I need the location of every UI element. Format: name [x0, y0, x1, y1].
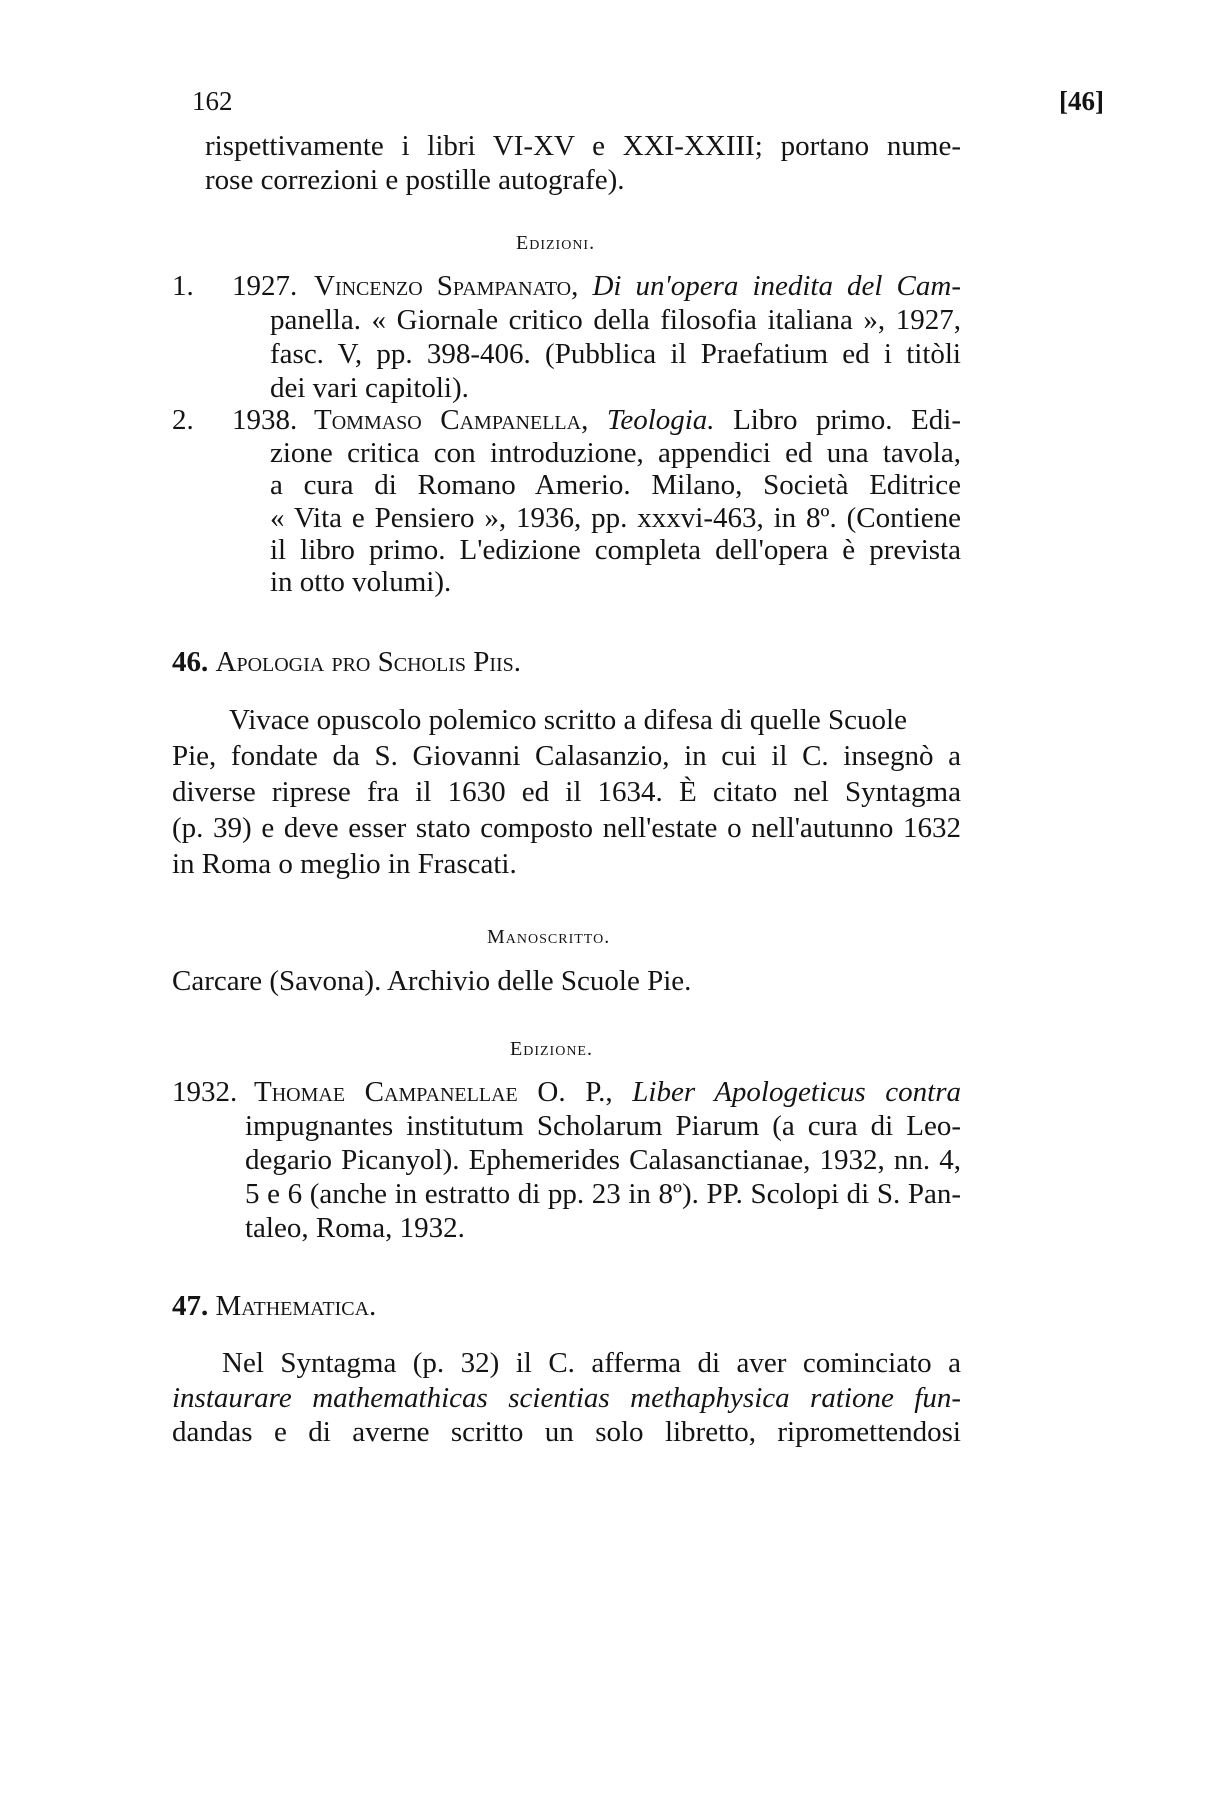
intro-line: rispettivamente i libri VI-XV e XXI-XXIII; portano nume- — [205, 130, 961, 162]
item-number: 2. — [172, 404, 194, 436]
edizione-line: impugnantes institutum Scholarum Piarum (a cura di Leo- — [245, 1110, 961, 1142]
entry-47-body-line: instaurare mathemathicas scientias methaphysica ratione fun- — [172, 1382, 961, 1414]
entry-46-body-line: diverse riprese fra il 1630 ed il 1634. È citato nel Syntagma — [172, 776, 961, 808]
item-year: 1938. — [232, 404, 298, 436]
edition-item-2-line: in otto volumi). — [270, 566, 452, 598]
entry-47-body-line: Nel Syntagma (p. 32) il C. afferma di aver cominciato a — [222, 1347, 961, 1379]
manoscritto-text: Carcare (Savona). Archivio delle Scuole Pie. — [172, 965, 692, 997]
entry-46-body-line: Pie, fondate da S. Giovanni Calasanzio, in cui il C. insegnò a — [172, 740, 961, 772]
intro-line: rose correzioni e postille autografe). — [205, 164, 625, 196]
entry-47-body-line: dandas e di averne scritto un solo libretto, ripromettendosi — [172, 1416, 961, 1448]
item-title: Di un'opera inedita del Cam- — [592, 270, 961, 302]
edition-item-1-line: panella. « Giornale critico della filosofia italiana », 1927, — [270, 304, 961, 336]
item-number: 1. — [172, 270, 194, 302]
item-year: 1927. — [232, 270, 298, 302]
manoscritto-heading: Manoscritto. — [487, 926, 611, 948]
edizione-year: 1932. — [172, 1076, 238, 1108]
edizione-line — [172, 1074, 961, 1110]
edizione-line: 5 e 6 (anche in estratto di pp. 23 in 8º). PP. Scolopi di S. Pan- — [245, 1178, 961, 1210]
edizione-line: degario Picanyol). Ephemerides Calasanctianae, 1932, nn. 4, — [245, 1144, 961, 1176]
edition-item-2-line: « Vita e Pensiero », 1936, pp. xxxvi-463, in 8º. (Contiene — [270, 502, 961, 534]
entry-title: Apologia pro Scholis Piis. — [215, 646, 522, 678]
entry-47-header — [172, 1290, 376, 1323]
item-title: Teologia. — [606, 404, 715, 436]
page-number: 162 — [192, 86, 233, 116]
entry-46-body-line: Vivace opuscolo polemico scritto a difesa di quelle Scuole — [229, 704, 907, 736]
edition-item-2-line: a cura di Romano Amerio. Milano, Società Editrice — [270, 469, 961, 501]
edizione-title: Liber Apologeticus contra — [632, 1076, 961, 1108]
entry-46-body-line: in Roma o meglio in Frascati. — [172, 848, 517, 880]
entry-number: 46. — [172, 646, 209, 678]
edizione-line: taleo, Roma, 1932. — [245, 1212, 465, 1244]
entry-title: Mathematica. — [215, 1290, 377, 1322]
edition-item-2-line: zione critica con introduzione, appendici ed una tavola, — [270, 437, 961, 469]
item-rest: Libro primo. Edi- — [733, 404, 961, 436]
entry-number: 47. — [172, 1290, 209, 1322]
edition-item-1-line: fasc. V, pp. 398-406. (Pubblica il Praefatium ed i titòli — [270, 338, 961, 370]
edizione-heading: Edizione. — [510, 1038, 593, 1060]
section-marker: [46] — [1059, 86, 1104, 116]
item-author: Tommaso Campanella, — [314, 404, 589, 436]
edition-item-1-line: dei vari capitoli). — [270, 372, 469, 404]
entry-46-header — [172, 646, 521, 679]
edition-item-1-line — [172, 268, 961, 304]
edition-item-2-line — [172, 402, 961, 438]
entry-46-body-line: (p. 39) e deve esser stato composto nell'estate o nell'autunno 1632 — [172, 812, 961, 844]
edizioni-heading: Edizioni. — [516, 232, 596, 254]
edition-item-2-line: il libro primo. L'edizione completa dell'opera è prevista — [270, 534, 961, 566]
edizione-author: Thomae Campanellae O. P., — [254, 1076, 613, 1108]
item-author: Vincenzo Spampanato, — [314, 270, 579, 302]
